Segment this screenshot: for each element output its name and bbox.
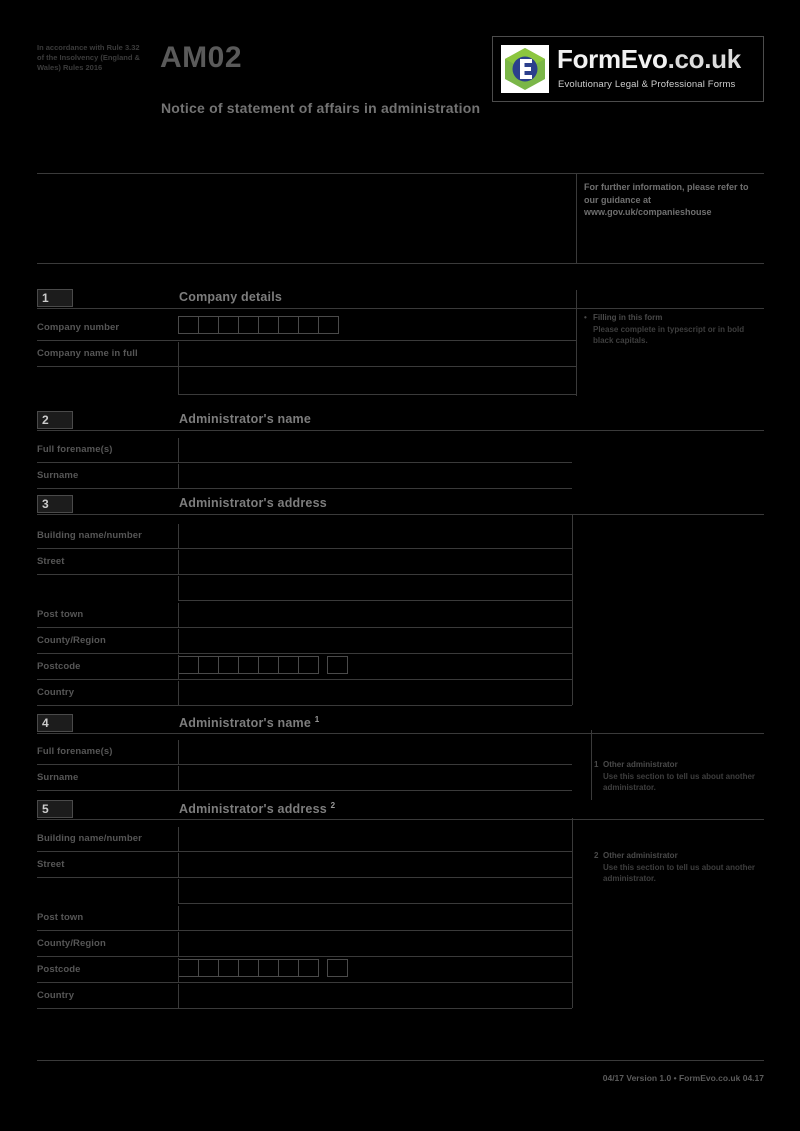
label-building-name-number: Building name/number (37, 530, 142, 541)
char-box[interactable] (198, 656, 219, 674)
guidance-text: For further information, please refer to our guidance at www.gov.uk/companieshouse (584, 182, 749, 217)
field-underline (37, 548, 572, 549)
field-underline (178, 903, 572, 904)
field-underline (37, 627, 572, 628)
field-underline (37, 462, 572, 463)
logo-name: FormEvo (557, 44, 668, 74)
field-underline (37, 764, 572, 765)
label-county-region: County/Region (37, 635, 106, 646)
field-left-edge (178, 655, 179, 679)
formevo-logo-text (557, 44, 741, 75)
field-left-edge (178, 681, 179, 705)
section-rule-4 (37, 733, 764, 734)
box-gap (318, 959, 327, 977)
char-box[interactable] (278, 656, 299, 674)
field-underline (37, 851, 572, 852)
field-underline (37, 653, 572, 654)
section-5-note-separator (572, 818, 573, 1008)
field-left-edge (178, 958, 179, 982)
section-title-2: Administrator's name (179, 412, 312, 426)
section-number-5: 5 (37, 800, 73, 818)
formevo-logo-mark-icon (501, 45, 549, 93)
note-marker: 2 (594, 851, 599, 860)
note-body: Use this section to tell us about another administrator. (603, 772, 756, 792)
char-box[interactable] (178, 959, 199, 977)
section-rule-1 (37, 308, 764, 309)
field-left-edge (178, 740, 179, 764)
char-box[interactable] (278, 959, 299, 977)
section-rule-3 (37, 514, 764, 515)
char-box[interactable] (238, 959, 259, 977)
form-title: Notice of statement of affairs in administration (161, 100, 481, 116)
label-company-name: Company name in full (37, 348, 138, 359)
char-box[interactable] (178, 656, 199, 674)
form-sheet (18, 18, 782, 1113)
box-gap (318, 656, 327, 674)
label-postcode: Postcode (37, 964, 81, 975)
note-filling-in-this-form (584, 313, 762, 346)
label-country: Country (37, 687, 75, 698)
label-surname: Surname (37, 470, 79, 481)
char-box[interactable] (178, 316, 199, 334)
section-title-1: Company details (179, 290, 283, 304)
label-street: Street (37, 556, 65, 567)
field-underline (37, 705, 572, 706)
label-full-forenames: Full forename(s) (37, 444, 113, 455)
field-left-edge (178, 464, 179, 488)
field-left-edge (178, 853, 179, 877)
rule-reference: In accordance with Rule 3.32 of the Insolvency (England & Wales) Rules 2016 (37, 43, 140, 72)
postcode-boxes[interactable] (178, 656, 347, 674)
logo-suffix: .co.uk (667, 44, 741, 74)
field-left-edge (178, 576, 179, 600)
field-left-edge (178, 342, 179, 394)
field-left-edge (178, 629, 179, 653)
note-body: Use this section to tell us about another administrator. (603, 863, 756, 883)
section-title-3: Administrator's address (179, 496, 327, 510)
label-street: Street (37, 859, 65, 870)
field-left-edge (178, 827, 179, 851)
header-note-separator (576, 174, 577, 263)
note-marker: • (584, 313, 587, 322)
field-left-edge (178, 524, 179, 548)
field-left-edge (178, 984, 179, 1008)
char-box[interactable] (198, 959, 219, 977)
field-left-edge (178, 932, 179, 956)
postcode-boxes[interactable] (178, 959, 347, 977)
field-underline (37, 340, 577, 341)
form-code: AM02 (160, 41, 243, 74)
section-number-3: 3 (37, 495, 73, 513)
label-postcode: Postcode (37, 661, 81, 672)
field-left-edge (178, 550, 179, 574)
char-box[interactable] (298, 959, 319, 977)
field-left-edge (178, 906, 179, 930)
header-divider-top (37, 173, 764, 174)
section-rule-5 (37, 819, 764, 820)
section-title-superscript: 2 (330, 801, 336, 810)
field-underline (37, 679, 572, 680)
label-surname: Surname (37, 772, 79, 783)
char-box[interactable] (218, 656, 239, 674)
section-title-superscript: 1 (314, 715, 320, 724)
char-box[interactable] (258, 656, 279, 674)
section-number-1: 1 (37, 289, 73, 307)
section-title-5: Administrator's address $^2$ (179, 801, 336, 817)
label-full-forenames: Full forename(s) (37, 746, 113, 757)
field-underline (37, 366, 577, 367)
note-title: Other administrator (603, 760, 678, 769)
formevo-logo-tagline: Evolutionary Legal & Professional Forms (558, 79, 736, 90)
char-box[interactable] (298, 316, 319, 334)
char-box[interactable] (218, 959, 239, 977)
label-country: Country (37, 990, 75, 1001)
note-title: Filling in this form (593, 313, 663, 322)
label-post-town: Post town (37, 912, 84, 923)
label-company-number: Company number (37, 322, 120, 333)
char-box[interactable] (218, 316, 239, 334)
field-underline (37, 877, 572, 878)
note-body: Please complete in typescript or in bold black capitals. (593, 325, 745, 345)
char-box[interactable] (258, 959, 279, 977)
section-rule-2 (37, 430, 764, 431)
header-divider-bottom (37, 263, 764, 264)
section-number-4: 4 (37, 714, 73, 732)
section-1-note-separator (576, 290, 577, 396)
field-underline (37, 790, 572, 791)
field-underline (37, 1008, 572, 1009)
field-underline (178, 394, 577, 395)
field-left-edge (178, 766, 179, 790)
char-box[interactable] (327, 656, 348, 674)
footer-version: 04/17 Version 1.0 • FormEvo.co.uk 04.17 (602, 1073, 764, 1083)
char-box[interactable] (327, 959, 348, 977)
section-3-note-separator (572, 514, 573, 705)
note-other-administrator-1 (594, 760, 768, 793)
note-title: Other administrator (603, 851, 678, 860)
field-left-edge (178, 879, 179, 903)
label-county-region: County/Region (37, 938, 106, 949)
char-box[interactable] (258, 316, 279, 334)
note-marker: 1 (594, 760, 599, 769)
label-post-town: Post town (37, 609, 84, 620)
field-underline (37, 930, 572, 931)
footer-divider (37, 1060, 764, 1061)
section-title-4: Administrator's name $^1$ (179, 715, 320, 731)
company-number-boxes[interactable] (178, 316, 338, 334)
formevo-logo (492, 36, 764, 102)
note-other-administrator-2 (594, 851, 768, 884)
section-number-2: 2 (37, 411, 73, 429)
char-box[interactable] (298, 656, 319, 674)
field-left-edge (178, 438, 179, 462)
char-box[interactable] (238, 316, 259, 334)
field-underline (37, 956, 572, 957)
field-underline (37, 982, 572, 983)
label-building-name-number: Building name/number (37, 833, 142, 844)
field-underline (37, 488, 572, 489)
char-box[interactable] (198, 316, 219, 334)
section-4-note-separator (591, 730, 592, 800)
char-box[interactable] (278, 316, 299, 334)
field-underline (37, 574, 572, 575)
char-box[interactable] (238, 656, 259, 674)
field-underline (178, 600, 572, 601)
char-box[interactable] (318, 316, 339, 334)
field-left-edge (178, 603, 179, 627)
